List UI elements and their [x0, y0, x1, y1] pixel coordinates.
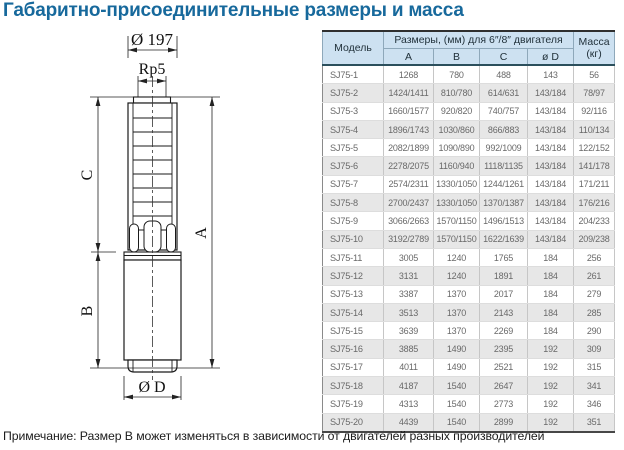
value-cell: 204/233: [574, 212, 615, 230]
col-header-dimensions: Размеры, (мм) для 6″/8″ двигателя: [384, 31, 574, 49]
value-cell: 143: [528, 65, 574, 84]
value-cell: 78/97: [574, 84, 615, 102]
arrow-up: [210, 97, 215, 106]
value-cell: 3387: [384, 285, 434, 303]
value-cell: 143/184: [528, 230, 574, 248]
value-cell: 1118/1135: [480, 157, 528, 175]
value-cell: 2082/1899: [384, 139, 434, 157]
value-cell: 3885: [384, 340, 434, 358]
table-row: [323, 377, 615, 395]
table-row: [323, 212, 615, 230]
value-cell: 1540: [434, 395, 480, 413]
model-cell: SJ75-7: [323, 175, 384, 193]
value-cell: 209/238: [574, 230, 615, 248]
model-cell: SJ75-10: [323, 230, 384, 248]
label-dim-a: A: [193, 227, 210, 239]
value-cell: 290: [574, 322, 615, 340]
dimension-table: [322, 30, 615, 433]
table-row: [323, 358, 615, 376]
value-cell: 309: [574, 340, 615, 358]
arrow-up: [96, 97, 101, 106]
value-cell: 192: [528, 377, 574, 395]
footnote: Примечание: Размер B может изменяться в зависимости от двигателей разных производителей: [3, 429, 545, 443]
table-row: [323, 248, 615, 266]
value-cell: 488: [480, 65, 528, 84]
value-cell: 92/116: [574, 102, 615, 120]
value-cell: 1622/1639: [480, 230, 528, 248]
value-cell: 341: [574, 377, 615, 395]
page-title: Габаритно-присоединительные размеры и масса: [3, 0, 464, 21]
value-cell: 279: [574, 285, 615, 303]
model-cell: SJ75-9: [323, 212, 384, 230]
model-cell: SJ75-13: [323, 285, 384, 303]
value-cell: 1244/1261: [480, 175, 528, 193]
table-row: [323, 139, 615, 157]
value-cell: 1240: [434, 267, 480, 285]
value-cell: 143/184: [528, 84, 574, 102]
value-cell: 920/820: [434, 102, 480, 120]
value-cell: 184: [528, 322, 574, 340]
value-cell: 184: [528, 248, 574, 266]
value-cell: 4439: [384, 413, 434, 432]
value-cell: 1370: [434, 285, 480, 303]
arrow-right: [172, 395, 181, 400]
table-row: [323, 340, 615, 358]
model-cell: SJ75-8: [323, 194, 384, 212]
value-cell: 1540: [434, 413, 480, 432]
value-cell: 1765: [480, 248, 528, 266]
value-cell: 184: [528, 285, 574, 303]
value-cell: 143/184: [528, 157, 574, 175]
value-cell: 192: [528, 413, 574, 432]
table-row: [323, 84, 615, 102]
table-row: [323, 303, 615, 321]
model-cell: SJ75-1: [323, 65, 384, 84]
model-cell: SJ75-17: [323, 358, 384, 376]
label-diameter-197: Ø 197: [130, 30, 174, 49]
value-cell: 3192/2789: [384, 230, 434, 248]
arrow-down: [210, 359, 215, 368]
value-cell: 1240: [434, 248, 480, 266]
value-cell: 3005: [384, 248, 434, 266]
value-cell: 176/216: [574, 194, 615, 212]
value-cell: 1660/1577: [384, 102, 434, 120]
arrow-left: [124, 395, 133, 400]
model-cell: SJ75-15: [323, 322, 384, 340]
value-cell: 1570/1150: [434, 212, 480, 230]
value-cell: 2521: [480, 358, 528, 376]
table-row: [323, 65, 615, 84]
value-cell: 1160/940: [434, 157, 480, 175]
value-cell: 1896/1743: [384, 120, 434, 138]
value-cell: 3513: [384, 303, 434, 321]
value-cell: 143/184: [528, 102, 574, 120]
value-cell: 1370/1387: [480, 194, 528, 212]
label-dim-c: C: [79, 169, 96, 181]
value-cell: 192: [528, 395, 574, 413]
label-diameter-d: Ø D: [138, 379, 166, 396]
value-cell: 2700/2437: [384, 194, 434, 212]
pump-drawing: [0, 28, 322, 424]
value-cell: 261: [574, 267, 615, 285]
value-cell: 3131: [384, 267, 434, 285]
table-row: [323, 157, 615, 175]
col-header-mass: [574, 31, 615, 65]
table-body: [323, 65, 615, 432]
model-cell: SJ75-12: [323, 267, 384, 285]
value-cell: 184: [528, 303, 574, 321]
value-cell: 351: [574, 413, 615, 432]
model-cell: SJ75-11: [323, 248, 384, 266]
value-cell: 2395: [480, 340, 528, 358]
value-cell: 810/780: [434, 84, 480, 102]
value-cell: 2773: [480, 395, 528, 413]
value-cell: 1540: [434, 377, 480, 395]
value-cell: 1891: [480, 267, 528, 285]
arrow-left: [138, 79, 147, 84]
value-cell: 1030/860: [434, 120, 480, 138]
value-cell: 740/757: [480, 102, 528, 120]
pump-dimension-diagram: [0, 28, 322, 424]
table-row: [323, 102, 615, 120]
value-cell: 1496/1513: [480, 212, 528, 230]
value-cell: 1090/890: [434, 139, 480, 157]
arrow-up: [96, 252, 101, 261]
value-cell: 1330/1050: [434, 175, 480, 193]
value-cell: 4313: [384, 395, 434, 413]
value-cell: 143/184: [528, 120, 574, 138]
value-cell: 192: [528, 358, 574, 376]
value-cell: 192: [528, 340, 574, 358]
value-cell: 1490: [434, 340, 480, 358]
table-header: [323, 31, 615, 65]
value-cell: 614/631: [480, 84, 528, 102]
model-cell: SJ75-5: [323, 139, 384, 157]
model-cell: SJ75-6: [323, 157, 384, 175]
col-header-mass-line1: Масса: [578, 35, 610, 48]
label-rp5: Rp5: [138, 61, 166, 78]
model-cell: SJ75-19: [323, 395, 384, 413]
arrow-down: [96, 243, 101, 252]
value-cell: 143/184: [528, 212, 574, 230]
value-cell: 143/184: [528, 139, 574, 157]
value-cell: 4011: [384, 358, 434, 376]
table-row: [323, 322, 615, 340]
value-cell: 1570/1150: [434, 230, 480, 248]
value-cell: 143/184: [528, 175, 574, 193]
model-cell: SJ75-18: [323, 377, 384, 395]
table-row: [323, 267, 615, 285]
value-cell: 2269: [480, 322, 528, 340]
value-cell: 122/152: [574, 139, 615, 157]
col-header-b: B: [434, 49, 480, 66]
col-header-mass-line2: (кг): [586, 48, 602, 60]
col-header-c: C: [480, 49, 528, 66]
col-header-a: A: [384, 49, 434, 66]
value-cell: 346: [574, 395, 615, 413]
arrow-down: [96, 359, 101, 368]
model-cell: SJ75-20: [323, 413, 384, 432]
value-cell: 1424/1411: [384, 84, 434, 102]
label-dim-b: B: [79, 305, 96, 317]
model-cell: SJ75-4: [323, 120, 384, 138]
model-cell: SJ75-16: [323, 340, 384, 358]
table-row: [323, 194, 615, 212]
dim-rp5: [138, 76, 166, 97]
value-cell: 56: [574, 65, 615, 84]
value-cell: 1370: [434, 322, 480, 340]
value-cell: 171/211: [574, 175, 615, 193]
table-row: [323, 175, 615, 193]
model-cell: SJ75-2: [323, 84, 384, 102]
value-cell: 1490: [434, 358, 480, 376]
value-cell: 1330/1050: [434, 194, 480, 212]
table-row: [323, 395, 615, 413]
arrow-right: [157, 79, 166, 84]
value-cell: 141/178: [574, 157, 615, 175]
value-cell: 2899: [480, 413, 528, 432]
table-row: [323, 285, 615, 303]
value-cell: 2278/2075: [384, 157, 434, 175]
table-row: [323, 120, 615, 138]
value-cell: 992/1009: [480, 139, 528, 157]
value-cell: 4187: [384, 377, 434, 395]
value-cell: 3066/2663: [384, 212, 434, 230]
value-cell: 315: [574, 358, 615, 376]
col-header-model: Модель: [323, 31, 384, 65]
value-cell: 143/184: [528, 194, 574, 212]
value-cell: 2647: [480, 377, 528, 395]
value-cell: 866/883: [480, 120, 528, 138]
value-cell: 285: [574, 303, 615, 321]
table-row: [323, 230, 615, 248]
value-cell: 256: [574, 248, 615, 266]
value-cell: 3639: [384, 322, 434, 340]
model-cell: SJ75-14: [323, 303, 384, 321]
col-header-d: ø D: [528, 49, 574, 66]
value-cell: 2017: [480, 285, 528, 303]
value-cell: 2574/2311: [384, 175, 434, 193]
value-cell: 110/134: [574, 120, 615, 138]
value-cell: 2143: [480, 303, 528, 321]
value-cell: 1370: [434, 303, 480, 321]
value-cell: 780: [434, 65, 480, 84]
model-cell: SJ75-3: [323, 102, 384, 120]
value-cell: 1268: [384, 65, 434, 84]
value-cell: 184: [528, 267, 574, 285]
